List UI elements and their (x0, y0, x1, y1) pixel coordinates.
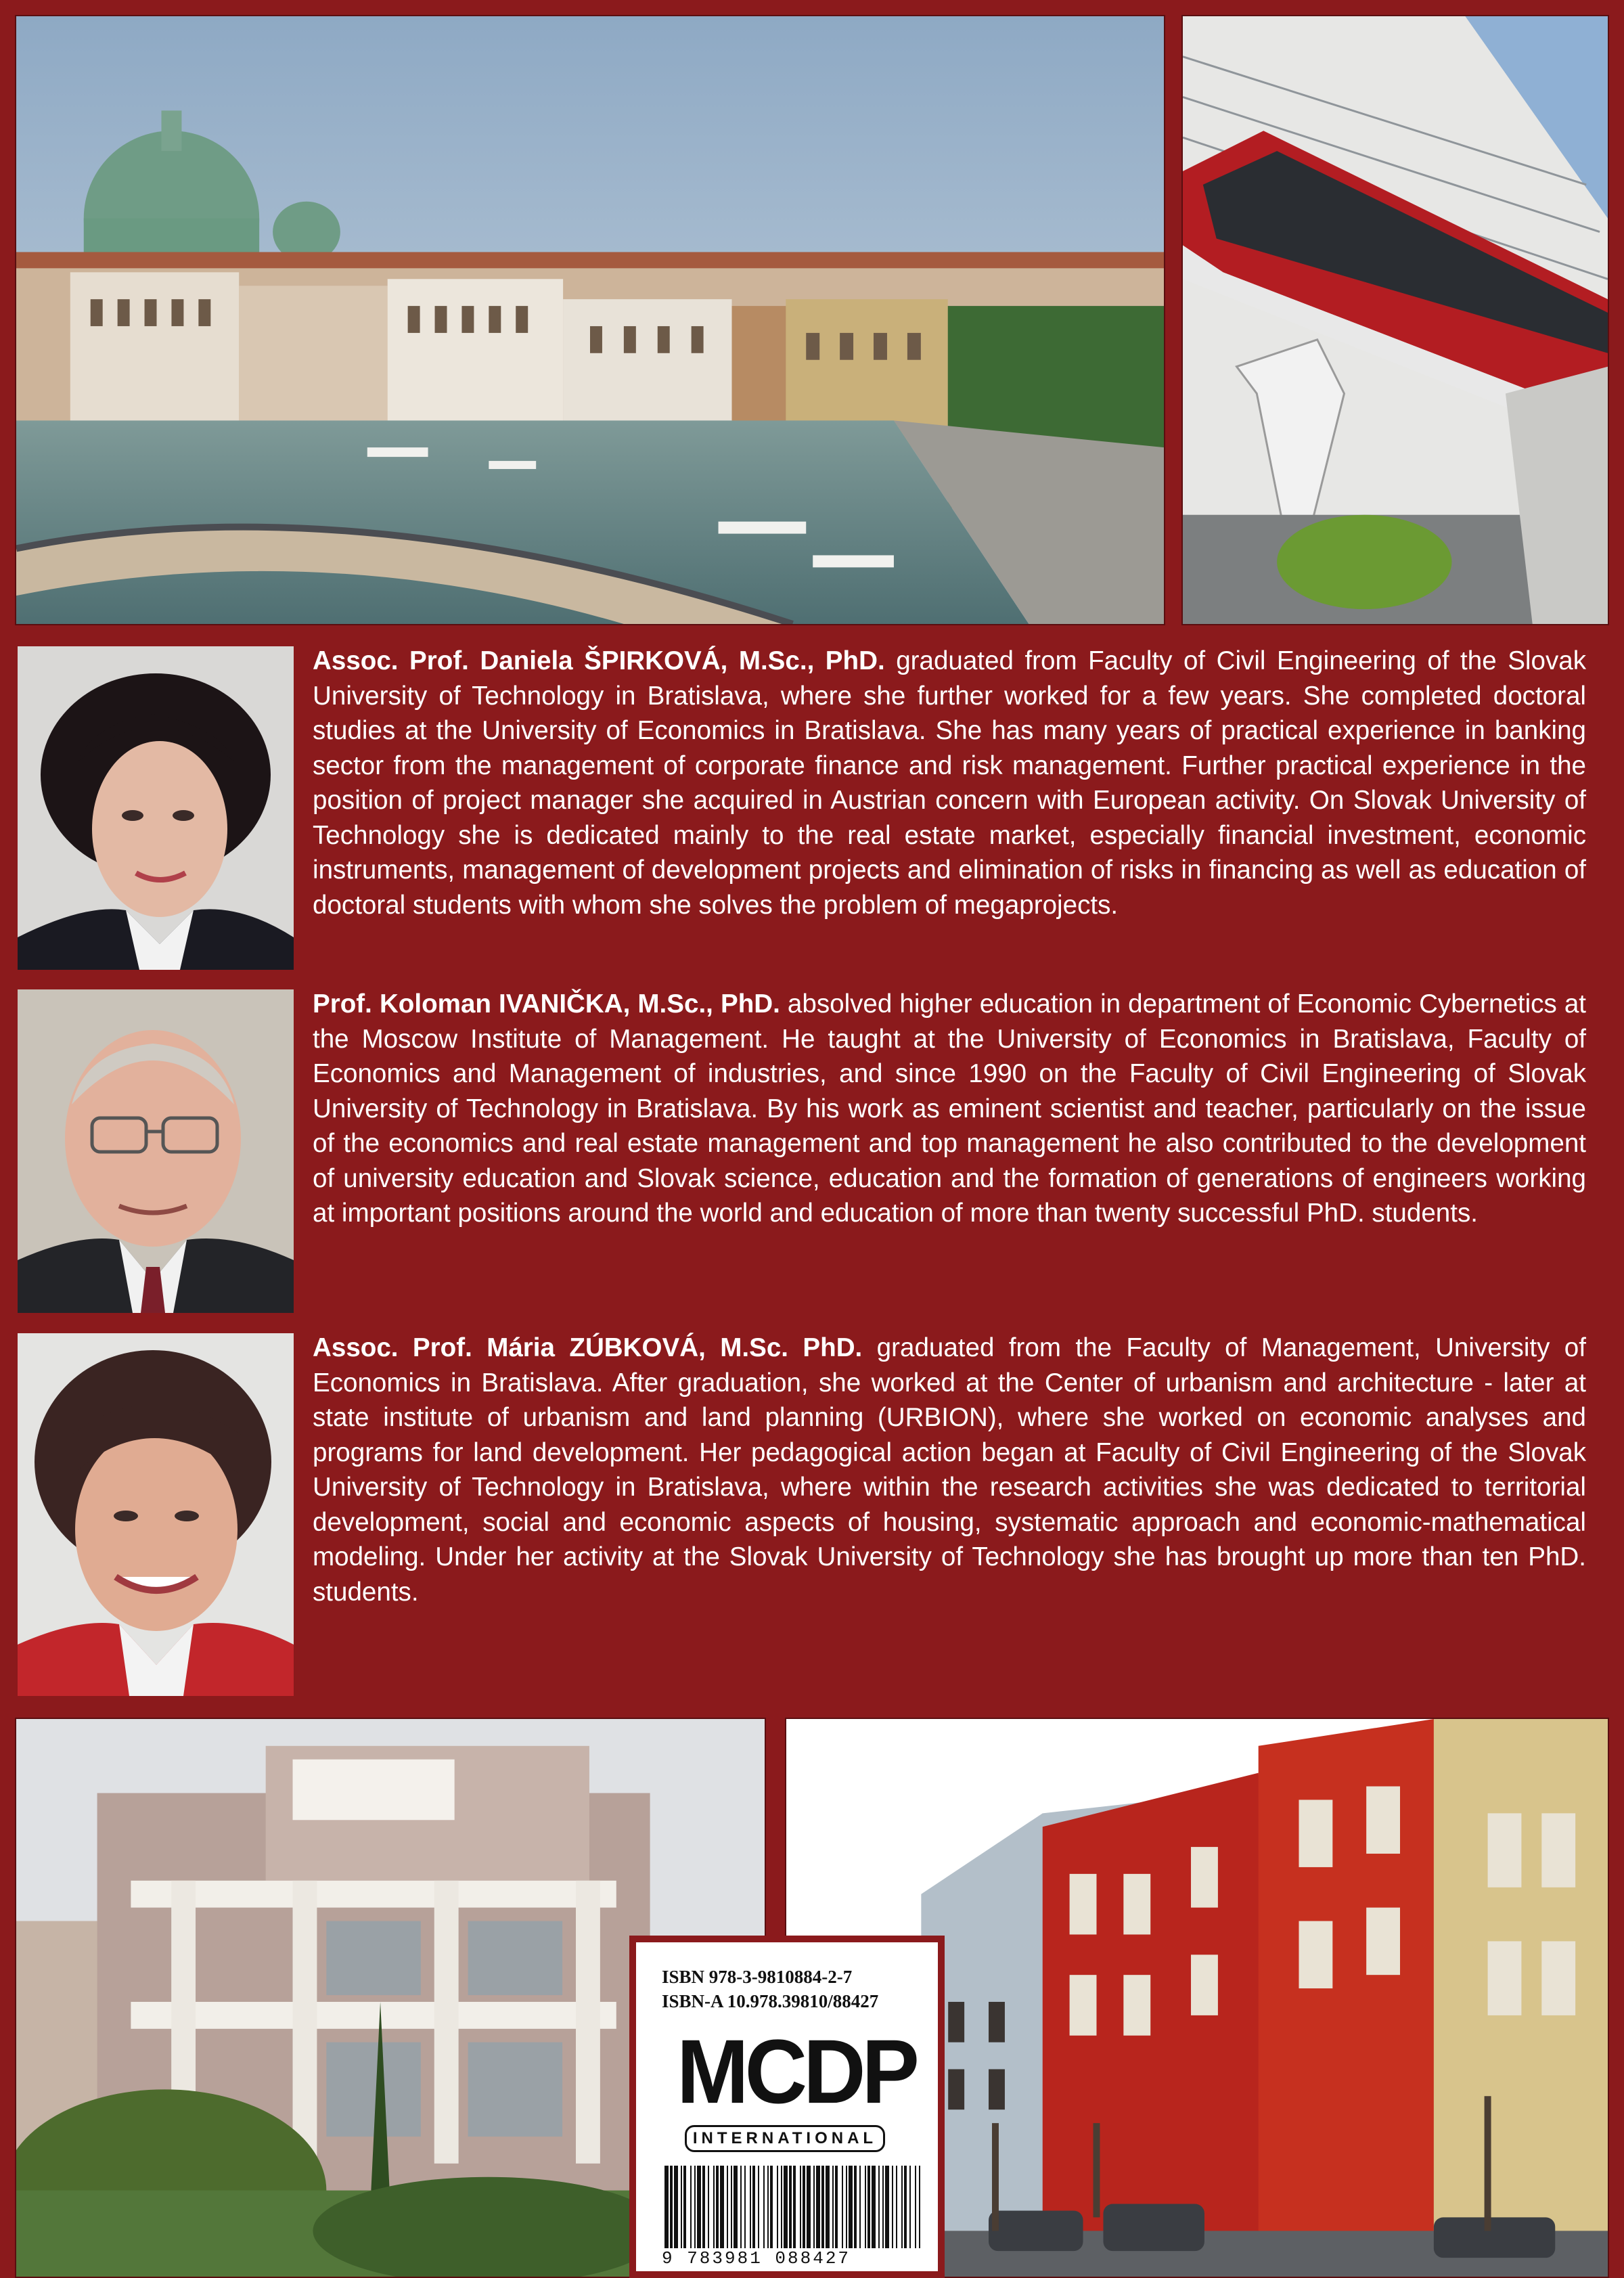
barcode-icon (662, 2166, 926, 2252)
bio-name: Prof. Koloman IVANIČKA, M.Sc., PhD. (313, 989, 780, 1019)
bio-text-ivanicka (313, 987, 1586, 1231)
bio-name: Assoc. Prof. Mária ZÚBKOVÁ, M.Sc. PhD. (313, 1333, 863, 1362)
bio-body: graduated from the Faculty of Management, University of Economics in Bratislava. After graduation, she worked at the Center of urbanism and architecture - later at state institute of urbanism and land planning (URBION), where she worked on economic analyses and programs for land development. Her pedagogical action began at Faculty of Civil Engineering of the Slovak University of Technology in Bratislava, where within the research activities she was dedicated to territorial development, social and economic aspects of housing, systematic approach and economic-mathematical modeling. Under her activity at the Slovak University of Technology she has brought up more than ten PhD. students. (313, 1333, 1586, 1607)
portrait-spirkova (18, 646, 294, 970)
isbn-number: ISBN 978-3-9810884-2-7 (662, 1967, 853, 1987)
bio-zubkova (15, 1333, 1609, 1699)
monorail-photo (1181, 15, 1609, 625)
bio-name: Assoc. Prof. Daniela ŠPIRKOVÁ, M.Sc., PhD. (313, 646, 885, 675)
publisher-logo-subtitle: INTERNATIONAL (685, 2125, 885, 2152)
bio-ivanicka (15, 989, 1609, 1318)
publisher-logo: MCDP (677, 2021, 916, 2123)
venice-canal-photo (15, 15, 1165, 625)
isbn-box (629, 1936, 945, 2278)
bio-text-zubkova (313, 1331, 1586, 1609)
bio-spirkova (15, 646, 1609, 975)
portrait-zubkova (18, 1333, 294, 1696)
barcode-digits: 9 783981 088427 (662, 2248, 851, 2269)
bio-body: graduated from Faculty of Civil Engineering of the Slovak University of Technology in Bratislava, where she further worked for a few years. She completed doctoral studies at the University of Economics in Bratislava. She has many years of practical experience in banking sector from the management of corporate finance and risk management. Further practical experience in the position of project manager she acquired in Austrian concern with European activity. On Slovak University of Technology she is dedicated mainly to the real estate market, especially financial investment, economic instruments, management of development projects and elimination of risks in financing as well as education of doctoral students with whom she solves the problem of megaprojects. (313, 646, 1586, 920)
portrait-ivanicka (18, 989, 294, 1313)
bio-text-spirkova (313, 644, 1586, 922)
isbn-a-number: ISBN-A 10.978.39810/88427 (662, 1991, 879, 2011)
bio-body: absolved higher education in department of Economic Cybernetics at the Moscow Institute of Management. He taught at the University of Economics in Bratislava, Faculty of Economics and Management of industries, and since 1990 on the Faculty of Civil Engineering of Slovak University of Technology in Bratislava. By his work as eminent scientist and teacher, particularly on the issue of the economics and real estate management and top management he also contributed to the development of university education and Slovak science, education and the formation of generations of engineers working at important positions around the world and education of more than twenty successful PhD. students. (313, 989, 1586, 1228)
